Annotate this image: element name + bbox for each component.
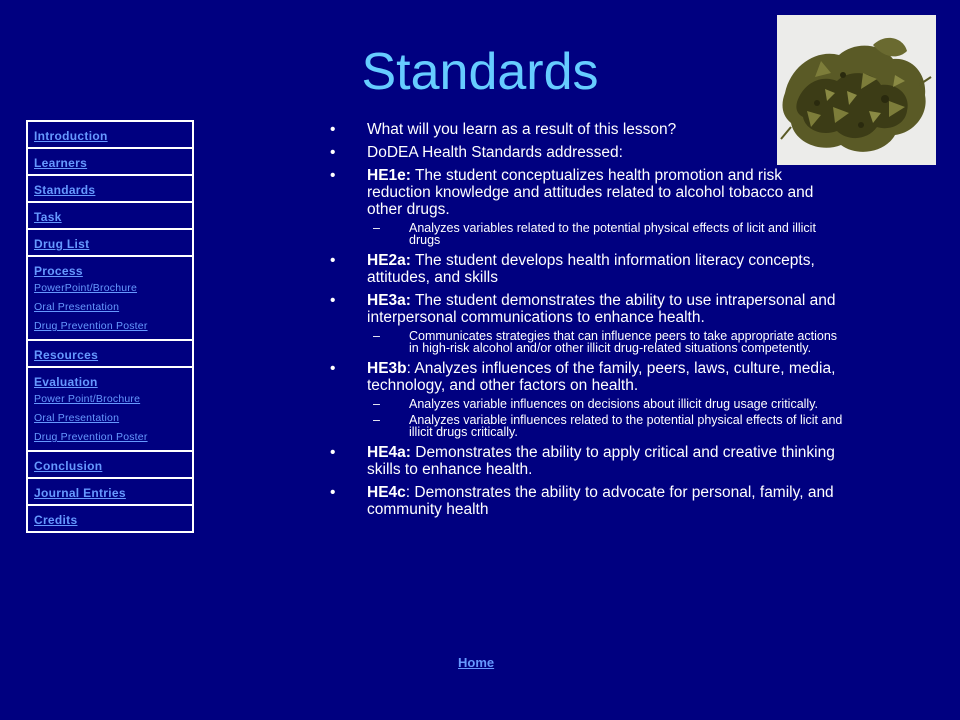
sub-bullet: – Communicates strategies that can influence peers to take appropriate actions in high-risk alcohol and/or other illicit drug-related situations competently.	[367, 330, 850, 354]
home-link[interactable]: Home	[458, 655, 495, 670]
nav-link[interactable]: Standards	[34, 183, 96, 197]
page-title: Standards	[361, 43, 599, 101]
standard-bullet	[330, 144, 850, 161]
standard-bullet	[330, 360, 850, 438]
nav-item-conclusion	[28, 452, 192, 479]
sub-bullet: – Analyzes variable influences on decisions about illicit drug usage critically.	[367, 398, 850, 410]
nav-link[interactable]: Introduction	[34, 129, 108, 143]
standard-code: HE3a:	[367, 292, 411, 309]
standard-code: HE2a:	[367, 252, 411, 269]
standard-text: DoDEA Health Standards addressed:	[367, 144, 623, 161]
nav-sub-link[interactable]: Oral Presentation	[34, 412, 120, 424]
nav-link[interactable]: Drug List	[34, 237, 90, 251]
standard-text: : Demonstrates the ability to advocate for personal, family, and community health	[367, 484, 834, 518]
standard-text: The student develops health information literacy concepts, attitudes, and skills	[367, 252, 815, 286]
standards-list	[330, 121, 850, 518]
nav-item-learners	[28, 149, 192, 176]
nav-item-resources	[28, 341, 192, 368]
nav-link[interactable]: Resources	[34, 348, 99, 362]
nav-link[interactable]: Process	[34, 264, 83, 278]
nav-item-evaluation	[28, 368, 192, 452]
nav-item-credits	[28, 506, 192, 531]
nav-link[interactable]: Learners	[34, 156, 88, 170]
standard-code: HE4c	[367, 484, 406, 501]
standards-content	[330, 121, 850, 524]
standard-bullet	[330, 292, 850, 354]
nav-sub-link[interactable]: Oral Presentation	[34, 301, 120, 313]
sub-bullet: – Analyzes variables related to the potential physical effects of licit and illicit drugs	[367, 222, 850, 246]
standard-text: What will you learn as a result of this lesson?	[367, 121, 677, 138]
standard-bullet	[330, 484, 850, 518]
standard-bullet	[330, 252, 850, 286]
standard-code: HE4a:	[367, 444, 411, 461]
nav-link[interactable]: Journal Entries	[34, 486, 126, 500]
nav-item-drug-list	[28, 230, 192, 257]
nav-item-standards	[28, 176, 192, 203]
sub-list	[367, 398, 850, 438]
nav-item-process	[28, 257, 192, 341]
sub-bullet: – Analyzes variable influences related to the potential physical effects of licit and illicit drugs critically.	[367, 414, 850, 438]
standard-text: The student conceptualizes health promotion and risk reduction knowledge and attitudes related to alcohol tobacco and other drugs.	[367, 167, 814, 218]
nav-link[interactable]: Conclusion	[34, 459, 103, 473]
standard-text: The student demonstrates the ability to use intrapersonal and interpersonal communications to enhance health.	[367, 292, 836, 326]
standard-bullet	[330, 167, 850, 246]
nav-item-journal-entries	[28, 479, 192, 506]
nav-item-task	[28, 203, 192, 230]
nav-sub-link[interactable]: PowerPoint/Brochure	[34, 282, 138, 294]
standard-code: HE1e:	[367, 167, 411, 184]
nav-link[interactable]: Task	[34, 210, 62, 224]
nav-link[interactable]: Evaluation	[34, 375, 98, 389]
standard-text: : Analyzes influences of the family, peers, laws, culture, media, technology, and other factors on health.	[367, 360, 836, 394]
standard-code: HE3b	[367, 360, 407, 377]
sub-list	[367, 222, 850, 246]
nav-sub-link[interactable]: Drug Prevention Poster	[34, 431, 148, 443]
standard-bullet	[330, 121, 850, 138]
sub-list	[367, 330, 850, 354]
standard-text: Demonstrates the ability to apply critical and creative thinking skills to enhance health.	[367, 444, 835, 478]
standard-bullet	[330, 444, 850, 478]
nav-sub-link[interactable]: Power Point/Brochure	[34, 393, 141, 405]
nav-item-introduction	[28, 122, 192, 149]
sidebar-nav	[26, 120, 194, 533]
nav-link[interactable]: Credits	[34, 513, 78, 527]
nav-sub-link[interactable]: Drug Prevention Poster	[34, 320, 148, 332]
